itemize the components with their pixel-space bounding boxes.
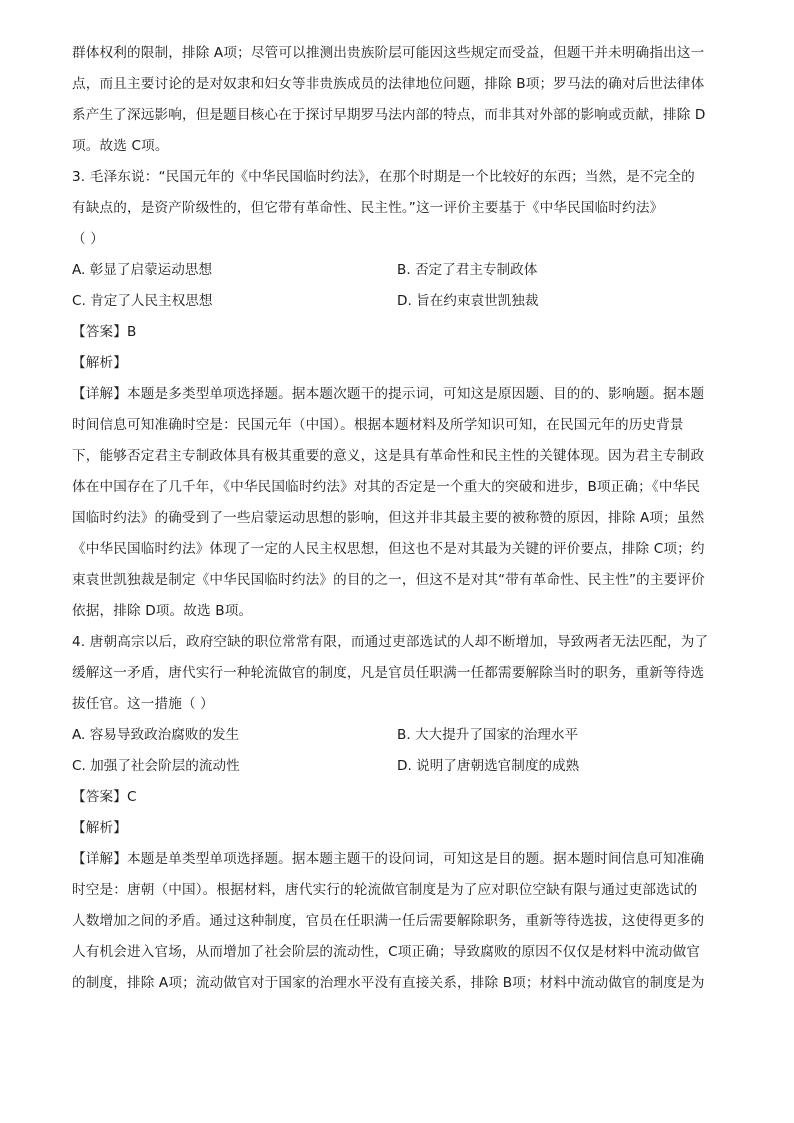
detail-line: 人有机会进入官场，从而增加了社会阶层的流动性，C项正确；导致腐败的原因不仅仅是材料中流动做官 [72,944,701,960]
intro-text [72,38,722,162]
option-d: D. 旨在约束袁世凯独裁 [397,293,539,309]
detail-line: 体在中国存在了几千年，《中华民国临时约法》对其的否定是一个重大的突破和进步，B项正确；《中华民 [72,479,701,495]
text-line: 项。故选 C项。 [72,138,169,154]
option-d: D. 说明了唐朝选官制度的成熟 [397,758,580,774]
analysis-label: 【解析】 [72,820,127,836]
detail-line: 下，能够否定君主专制政体具有极其重要的意义，这是具有革命性和民主性的关键体现。因为君主专制政 [72,448,705,464]
question-4 [72,627,722,999]
option-c: C. 肯定了人民主权思想 [72,293,213,309]
answer-label: 【答案】B [72,324,137,340]
question-stem-line: 有缺点的，是资产阶级性的，但它带有革命性、民主性。”这一评价主要基于《中华民国临时约法》 [72,200,664,216]
question-stem-line: （ ） [72,231,104,247]
detail-line: 【详解】本题是单类型单项选择题。据本题主题干的设问词，可知这是目的题。据本题时间信息可知准确 [72,851,705,867]
text-line: 群体权利的限制，排除 A项；尽管可以推测出贵族阶层可能因这些规定而受益，但题干并未明确指出这一 [72,45,705,61]
option-b: B. 否定了君主专制政体 [397,262,538,278]
option-row [72,255,722,286]
detail-line: 【详解】本题是多类型单项选择题。据本题次题干的提示词，可知这是原因题、目的的、影响题。据本题 [72,386,705,402]
detail-line: 时间信息可知准确时空是：民国元年（中国）。根据本题材料及所学知识可知，在民国元年的历史背景 [72,417,684,433]
option-c: C. 加强了社会阶层的流动性 [72,758,240,774]
text-line: 点，而且主要讨论的是对奴隶和妇女等非贵族成员的法律地位问题，排除 B项；罗马法的确对后世法律体 [72,76,705,92]
option-a: A. 彰显了启蒙运动思想 [72,262,213,278]
option-b: B. 大大提升了国家的治理水平 [397,727,579,743]
detail-line: 人数增加之间的矛盾。通过这种制度，官员在任职满一任后需要解除职务，重新等待选拔，这使得更多的 [72,913,705,929]
question-stem-line: 拔任官。这一措施（ ） [72,696,214,712]
option-row [72,720,722,751]
detail-line: 《中华民国临时约法》体现了一定的人民主权思想，但这也不是对其最为关键的评价要点，排除 C项；约 [72,541,705,557]
document-page [72,38,722,999]
detail-line: 束袁世凯独裁是制定《中华民国临时约法》的目的之一，但这不是对其“带有革命性、民主性”的主要评价 [72,572,705,588]
detail-line: 时空是：唐朝（中国）。根据材料，唐代实行的轮流做官制度是为了应对职位空缺有限与通过吏部选试的 [72,882,698,898]
question-stem-line: 3. 毛泽东说：“民国元年的《中华民国临时约法》，在那个时期是一个比较好的东西；当然，是不完全的 [72,169,695,185]
text-line: 系产生了深远影响，但是题目核心在于探讨早期罗马法内部的特点，而非其对外部的影响或贡献，排除 D [72,107,706,123]
option-row [72,286,722,317]
detail-line: 国临时约法》的确受到了一些启蒙运动思想的影响，但这并非其最主要的被称赞的原因，排除 A项；虽然 [72,510,705,526]
option-a: A. 容易导致政治腐败的发生 [72,727,240,743]
question-stem-line: 缓解这一矛盾，唐代实行一种轮流做官的制度，凡是官员任职满一任都需要解除当时的职务，重新等待选 [72,665,705,681]
analysis-label: 【解析】 [72,355,127,371]
detail-line: 依据，排除 D项。故选 B项。 [72,603,253,619]
detail-line: 的制度，排除 A项；流动做官对于国家的治理水平没有直接关系，排除 B项；材料中流动做官的制度是为 [72,975,705,991]
answer-label: 【答案】C [72,789,137,805]
question-stem-line: 4. 唐朝高宗以后，政府空缺的职位常常有限，而通过吏部选试的人却不断增加，导致两者无法匹配，为了 [72,634,709,650]
question-3 [72,162,722,627]
option-row [72,751,722,782]
